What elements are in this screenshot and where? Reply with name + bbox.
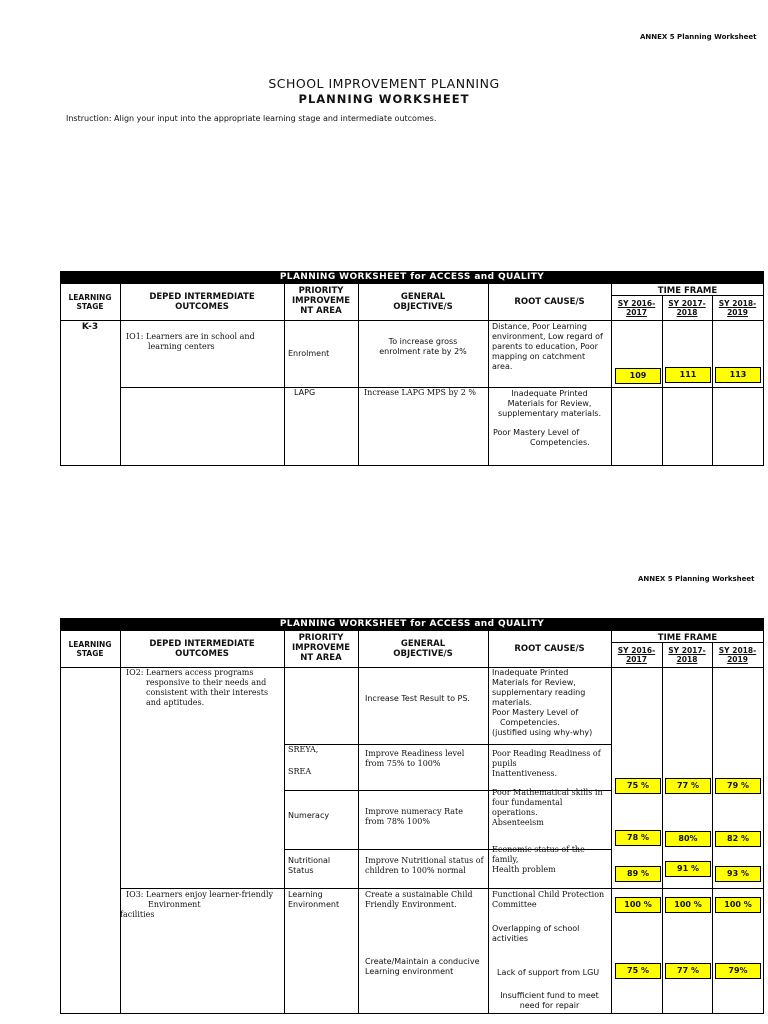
header-time-frame: TIME FRAME	[657, 286, 718, 296]
root-cause-numeracy: Poor Mathematical skills in four fundamental operations. Absenteeism	[492, 788, 603, 827]
objective-nutritional: Improve Nutritional status of children to 100% normal	[365, 856, 484, 875]
page-subtitle: PLANNING WORKSHEET	[298, 92, 470, 106]
time-frame-value: 109	[615, 368, 661, 384]
root-cause-insufficient-fund: Insufficient fund to meet need for repair	[500, 991, 599, 1010]
objective-numeracy: Improve numeracy Rate from 78% 100%	[365, 807, 463, 826]
root-cause-lgu-support: Lack of support from LGU	[497, 968, 600, 977]
objective-lapg: Increase LAPG MPS by 2 %	[364, 388, 476, 397]
worksheet-table-1	[60, 271, 764, 466]
time-frame-value: 89 %	[615, 866, 661, 882]
learning-stage-k3: K-3	[81, 322, 99, 332]
area-lapg: LAPG	[294, 388, 316, 397]
worksheet-table-2	[60, 618, 764, 1014]
outcome-io3: IO3: Learners enjoy learner-friendly Environment	[126, 890, 274, 909]
header-sy-2017: SY 2017- 2018	[668, 299, 706, 317]
objective-enrolment: To increase gross enrolment rate by 2%	[379, 337, 467, 356]
time-frame-value: 100 %	[715, 897, 761, 913]
root-cause-child-protection: Functional Child Protection Committee	[492, 890, 605, 909]
area-enrolment: Enrolment	[288, 349, 330, 358]
header-priority-area: PRIORITY IMPROVEME NT AREA	[291, 286, 351, 316]
time-frame-value: 75 %	[615, 963, 661, 979]
time-frame-value: 78 %	[615, 830, 661, 846]
header-intermediate-outcomes: DEPED INTERMEDIATE OUTCOMES	[149, 639, 255, 659]
time-frame-value: 79 %	[715, 778, 761, 794]
root-cause-overlapping: Overlapping of school activities	[492, 924, 580, 943]
time-frame-value: 80%	[665, 831, 711, 847]
time-frame-value: 75 %	[615, 778, 661, 794]
time-frame-value: 77 %	[665, 778, 711, 794]
objective-conducive-environment: Create/Maintain a conducive Learning environment	[365, 957, 480, 976]
root-cause-enrolment: Distance, Poor Learning environment, Low regard of parents to education, Poor mapping on catchment area.	[492, 322, 603, 371]
objective-readiness: Improve Readiness level from 75% to 100%	[365, 749, 465, 768]
time-frame-value: 100 %	[615, 897, 661, 913]
time-frame-value: 100 %	[665, 897, 711, 913]
objective-test-result: Increase Test Result to PS.	[365, 694, 470, 703]
outcome-io2: IO2: Learners access programs responsive to their needs and consistent with their interests and aptitudes.	[126, 668, 269, 707]
time-frame-value: 93 %	[715, 866, 761, 882]
outcome-io1: IO1: Learners are in school and learning centers	[126, 332, 255, 351]
root-cause-readiness: Poor Reading Readiness of pupils Inattentiveness.	[492, 749, 601, 778]
area-sreya: SREYA,	[288, 745, 319, 754]
area-nutritional-status: Nutritional Status	[288, 856, 331, 875]
area-numeracy: Numeracy	[288, 811, 330, 820]
header-general-objectives: GENERAL OBJECTIVE/S	[393, 639, 453, 659]
time-frame-value: 77 %	[665, 963, 711, 979]
annex-label: ANNEX 5 Planning Worksheet	[640, 33, 757, 41]
area-learning-environment: Learning Environment	[288, 890, 340, 909]
instruction-text: Instruction: Align your input into the appropriate learning stage and intermediate outcomes.	[66, 114, 437, 123]
time-frame-value: 113	[715, 367, 761, 383]
header-learning-stage: LEARNING STAGE	[68, 293, 112, 311]
annex-label: ANNEX 5 Planning Worksheet	[638, 575, 755, 583]
header-sy-2016: SY 2016- 2017	[617, 299, 656, 317]
header-sy-2016: SY 2016- 2017	[617, 646, 656, 664]
time-frame-value: 111	[665, 367, 711, 383]
time-frame-value: 79%	[715, 963, 761, 979]
area-srea: SREA	[288, 767, 312, 776]
table-title-bar: PLANNING WORKSHEET for ACCESS and QUALITY	[60, 618, 764, 631]
header-time-frame: TIME FRAME	[657, 633, 718, 643]
header-sy-2017: SY 2017- 2018	[668, 646, 706, 664]
header-intermediate-outcomes: DEPED INTERMEDIATE OUTCOMES	[149, 292, 255, 312]
table-title-bar: PLANNING WORKSHEET for ACCESS and QUALITY	[60, 271, 764, 284]
header-general-objectives: GENERAL OBJECTIVE/S	[393, 292, 453, 312]
header-sy-2018: SY 2018- 2019	[718, 646, 757, 664]
time-frame-value: 82 %	[715, 831, 761, 847]
page-title: SCHOOL IMPROVEMENT PLANNING	[268, 76, 500, 91]
header-root-causes: ROOT CAUSE/S	[514, 297, 585, 307]
root-cause-lapg: Inadequate Printed Materials for Review, supplementary materials. Poor Mastery Level of Competencies.	[493, 389, 602, 447]
outcome-io3-facilities: facilities	[120, 910, 155, 919]
objective-child-friendly: Create a sustainable Child Friendly Environment.	[365, 890, 473, 909]
header-sy-2018: SY 2018- 2019	[718, 299, 757, 317]
header-priority-area: PRIORITY IMPROVEME NT AREA	[291, 633, 351, 663]
root-cause-test-result: Inadequate Printed Materials for Review, supplementary reading materials. Poor Mastery Level of Competencies. (justified using why-why)	[492, 668, 593, 737]
root-cause-nutritional: Economic status of the family, Health problem	[492, 845, 585, 874]
time-frame-value: 91 %	[665, 861, 711, 877]
header-root-causes: ROOT CAUSE/S	[514, 644, 585, 654]
header-learning-stage: LEARNING STAGE	[68, 640, 112, 658]
